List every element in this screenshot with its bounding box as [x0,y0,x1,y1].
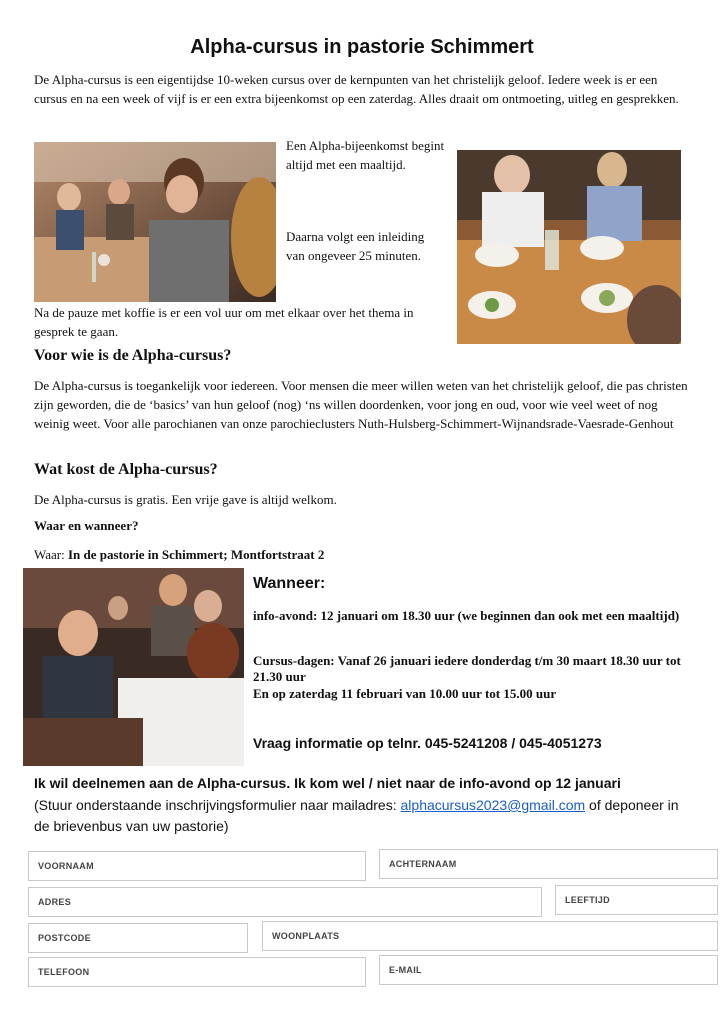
woonplaats-label: WOONPLAATS [272,931,340,941]
waar-line [34,545,690,564]
meeting-text-3: Na de pauze met koffie is er een vol uur om met elkaar over het thema in gesprek te gaan. [34,305,414,339]
wanneer-info: info-avond: 12 januari om 18.30 uur (we beginnen dan ook met een maaltijd) [253,608,680,623]
waar-wanneer-heading: Waar en wanneer? [34,518,139,533]
email-link[interactable]: alphacursus2023@gmail.com [400,797,586,813]
waar-label: Waar: [34,547,68,562]
intro-paragraph: De Alpha-cursus is een eigentijdse 10-weken cursus over de kernpunten van het christelijk geloof. Iedere week is er een cursus en na een week of vijf is er een extra bijeenkomst op een zaterdag. Alles draait om ontmoeting, uitleg en gesprekken. [34,72,679,106]
contact-phone: Vraag informatie op telnr. 045-5241208 / 045-4051273 [253,735,602,751]
adres-label: ADRES [38,897,72,907]
kosten-text: De Alpha-cursus is gratis. Een vrije gave is altijd welkom. [34,492,337,507]
voornaam-label: VOORNAAM [38,861,94,871]
kosten-heading: Wat kost de Alpha-cursus? [34,461,218,478]
voor-wie-heading: Voor wie is de Alpha-cursus? [34,347,232,364]
postcode-label: POSTCODE [38,933,91,943]
meeting-text-1: Een Alpha-bijeenkomst begint altijd met een maaltijd. [286,138,445,172]
adres-field[interactable] [28,887,542,917]
wanneer-zaterdag: En op zaterdag 11 februari van 10.00 uur tot 15.00 uur [253,686,557,701]
signup-text-before: (Stuur onderstaande inschrijvingsformulier naar mailadres: [34,797,401,813]
wanneer-cursus: Cursus-dagen: Vanaf 26 januari iedere donderdag t/m 30 maart 18.30 uur tot 21.30 uur [253,653,681,684]
achternaam-label: ACHTERNAAM [389,859,457,869]
page-title: Alpha-cursus in pastorie Schimmert [190,36,534,58]
group-photo [23,568,244,766]
dinner-photo-2 [457,150,681,344]
voornaam-field[interactable] [28,851,366,881]
postcode-field[interactable] [28,923,248,953]
leeftijd-field[interactable] [555,885,718,915]
telefoon-field[interactable] [28,957,366,987]
leeftijd-label: LEEFTIJD [565,895,610,905]
wanneer-heading: Wanneer: [253,575,326,592]
email-field[interactable] [379,955,718,985]
woonplaats-field[interactable] [262,921,718,951]
dinner-photo-1 [34,142,276,302]
waar-value: In de pastorie in Schimmert; Montfortstraat 2 [67,547,325,562]
telefoon-label: TELEFOON [38,967,90,977]
voor-wie-text: De Alpha-cursus is toegankelijk voor iedereen. Voor mensen die meer willen weten van het christelijk geloof, die pas christen zijn geworden, die de ‘basics’ van hun geloof (nog) ‘ns willen doordenken, voor jong en oud, voor wie veel weet of nog weinig weet. Voor alle parochianen van onze parochieclusters Nuth-Hulsberg-Schimmert-Wijnandsrade-Vaesrade-Genhout [34,378,688,431]
meeting-text-2: Daarna volgt een inleiding van ongeveer 25 minuten. [286,229,425,263]
signup-text [34,795,694,837]
signup-heading: Ik wil deelnemen aan de Alpha-cursus. Ik kom wel / niet naar de info-avond op 12 januari [34,775,621,791]
email-label: E-MAIL [389,965,422,975]
signup-text-after: of deponeer in de brievenbus van uw pastorie) [34,797,679,834]
achternaam-field[interactable] [379,849,718,879]
